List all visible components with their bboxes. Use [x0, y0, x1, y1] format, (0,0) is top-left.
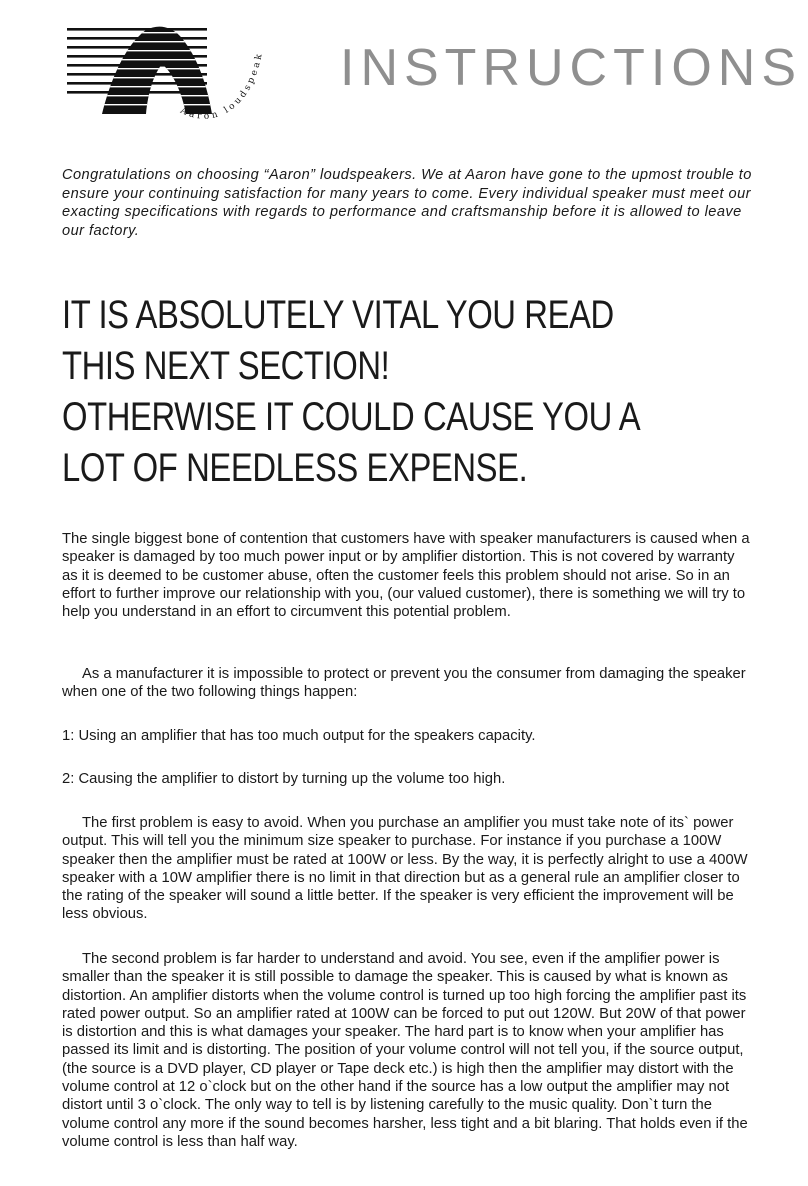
body-paragraph: The second problem is far harder to understand and avoid. You see, even if the amplifier power is smaller than the speaker it is still possible to damage the speaker. This is caused by what is known as distortion. An amplifier distorts when the volume control is turned up too high forcing the amplifier past its rated power output. So an amplifier rated at 100W can be forced to put out 120W. But 20W of that power is distortion and this is what damages your speaker. The hard part is to know when your amplifier has passed its limit and is distorting. The position of your volume control will not tell you, if the source output, (the source is a DVD player, CD player or Tape deck etc.) is high then the amplifier may distort with the volume control at 12 o`clock but on the other hand if the source has a low output the amplifier may not distort until 3 o`clock. The only way to tell is by listening carefully to the music quality. Don`t turn the volume control any more if the sound becomes harsher, less tight and a bit blaring. That holds even if the volume control is less than half way. — [62, 951, 748, 1150]
body-paragraph: The single biggest bone of contention that customers have with speaker manufacturers is caused when a speaker is damaged by too much power input or by amplifier distortion. This is not covered by warranty as it is deemed to be customer abuse, often the customer feels this problem should not arise. So in an effort to further improve our relationship with you, (our valued customer), there is something we will try to help you understand in an effort to circumvent this potential problem. — [62, 531, 750, 621]
warning-line: OTHERWISE IT COULD CAUSE YOU A — [62, 395, 641, 439]
aaron-logo — [62, 22, 282, 132]
numbered-item: 1: Using an amplifier that has too much output for the speakers capacity. — [62, 728, 536, 744]
warning-line: THIS NEXT SECTION! — [62, 344, 390, 388]
page-title: INSTRUCTIONS — [340, 39, 802, 97]
aaron-logo-graphic — [62, 22, 282, 132]
warning-line: LOT OF NEEDLESS EXPENSE. — [62, 446, 528, 490]
warning-heading — [62, 290, 641, 494]
intro-paragraph: Congratulations on choosing “Aaron” loudspeakers. We at Aaron have gone to the upmost trouble to ensure your continuing satisfaction for many years to come. Every individual speaker must meet our exacting specifications with regards to performance and craftsmanship before it is allowed to leave our factory. — [62, 167, 752, 239]
numbered-item: 2: Causing the amplifier to distort by turning up the volume too high. — [62, 771, 506, 787]
warning-line: IT IS ABSOLUTELY VITAL YOU READ — [62, 293, 614, 337]
logo-curved-text: Aaron loudspeak — [178, 50, 266, 122]
body-paragraph: As a manufacturer it is impossible to protect or prevent you the consumer from damaging the speaker when one of the two following things happen: — [62, 666, 746, 701]
body-paragraph: The first problem is easy to avoid. When you purchase an amplifier you must take note of its` power output. This will tell you the minimum size speaker to purchase. For instance if you purchase a 100W speaker then the amplifier must be rated at 100W or less. By the way, it is perfectly alright to use a 400W speaker with a 10W amplifier there is no limit in that direction but as a general rule an amplifier closer to the rating of the speaker will sound a little better. If the speaker is very efficient the improvement will be less obvious. — [62, 815, 748, 923]
